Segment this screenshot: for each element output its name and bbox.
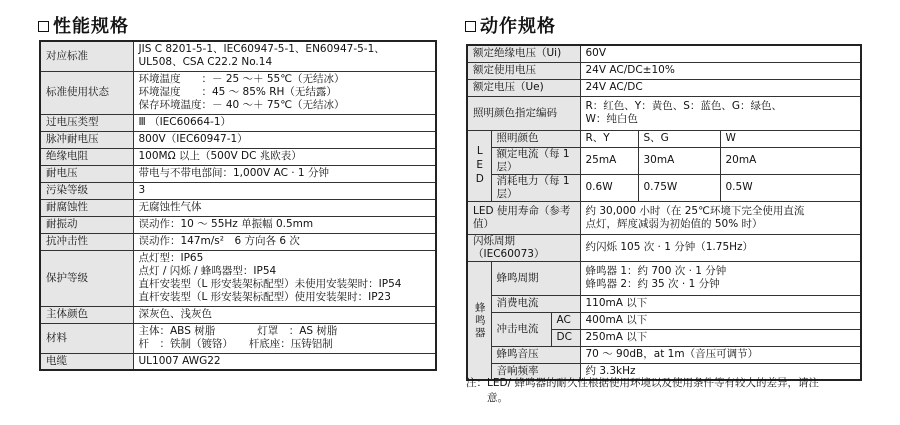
spec-value-line: UL1007 AWG22 (138, 354, 221, 367)
spec-value: 蜂鸣器 1：约 700 次 · 1 分钟 蜂鸣器 2：约 35 次 · 1 分钟 (580, 261, 861, 295)
spec-value-line: 800V（IEC60947-1） (138, 133, 248, 145)
table-row (40, 323, 436, 353)
spec-value-line: 点灯型：IP65 (138, 252, 204, 264)
spec-label: 耐电压 (40, 165, 133, 182)
spec-value (133, 41, 436, 71)
spec-label: 额定电流（每 1 层） (491, 147, 580, 174)
spec-label: 保护等级 (40, 250, 133, 306)
spec-label: 冲击电流 (491, 312, 551, 346)
table-row (40, 71, 436, 114)
performance-spec-table (39, 40, 437, 371)
spec-sublabel: DC (551, 329, 580, 346)
performance-spec-title: 性能规格 (38, 12, 129, 38)
table-row (40, 306, 436, 323)
table-row (467, 295, 861, 312)
spec-value (133, 353, 436, 370)
spec-value-line: 杆 ：铁制（镀铬） 杆底座：压铸铝制 (138, 338, 333, 350)
spec-value-line: 深灰色、浅灰色 (138, 308, 212, 320)
operation-spec-title: 动作规格 (465, 12, 556, 38)
table-row (467, 79, 861, 96)
spec-value: 25mA (580, 147, 638, 174)
spec-value-line: 100MΩ 以上（500V DC 兆欧表） (138, 150, 302, 162)
table-row (467, 62, 861, 79)
spec-value-line: 环境温度 ：－ 25 ～＋ 55℃（无结冰） (138, 73, 345, 85)
spec-value: 30mA (638, 147, 720, 174)
table-row (467, 234, 861, 261)
spec-label: 绝缘电阻 (40, 148, 133, 165)
spec-value: 70 ～ 90dB，at 1m（音压可调节） (580, 346, 861, 363)
spec-value: 约 3.3kHz (580, 363, 861, 380)
spec-value (133, 114, 436, 131)
table-row (40, 199, 436, 216)
table-row (467, 201, 861, 234)
table-row (467, 174, 861, 201)
spec-value-line: 无腐蚀性气体 (138, 201, 202, 213)
spec-value: 0.75W (638, 174, 720, 201)
spec-label: 照明颜色 (491, 130, 580, 147)
operation-spec-table (466, 44, 862, 381)
table-row (467, 346, 861, 363)
spec-label: 脉冲耐电压 (40, 131, 133, 148)
spec-value (133, 148, 436, 165)
spec-label: 照明颜色指定编码 (467, 96, 580, 130)
spec-label: 额定绝缘电压（Ui) (467, 45, 580, 62)
table-row (40, 41, 436, 71)
spec-value (133, 199, 436, 216)
spec-value: 110mA 以下 (580, 295, 861, 312)
spec-value (133, 233, 436, 250)
spec-value-line: 3 (138, 184, 146, 196)
spec-label: 污染等级 (40, 182, 133, 199)
led-group-label: LED (467, 130, 491, 201)
table-row (40, 216, 436, 233)
spec-label: 音响频率 (491, 363, 580, 380)
table-row (467, 261, 861, 295)
table-row (40, 148, 436, 165)
spec-value-line: 主体：ABS 树脂 灯罩 ：AS 树脂 (138, 325, 338, 337)
spec-value-line: 误动作：10 ～ 55Hz 单振幅 0.5mm (138, 218, 314, 230)
table-row (467, 130, 861, 147)
table-row (40, 165, 436, 182)
spec-label: LED 使用寿命（参考值） (467, 201, 580, 234)
buzzer-group-label: 蜂鸣器 (467, 261, 491, 380)
spec-value: 0.6W (580, 174, 638, 201)
table-row (40, 131, 436, 148)
spec-value (133, 131, 436, 148)
table-row (40, 233, 436, 250)
spec-value: R：红色、Y：黄色、S：蓝色、G：绿色、 W：纯白色 (580, 96, 861, 130)
spec-value-line: 带电与不带电部间：1,000V AC · 1 分钟 (138, 167, 329, 179)
spec-label: 材料 (40, 323, 133, 353)
spec-value-line: 环境湿度 ：45 ～ 85% RH（无结露） (138, 86, 337, 98)
table-row (467, 312, 861, 329)
spec-value: R、Y (580, 130, 638, 147)
spec-value-line: 保存环境温度：－ 40 ～＋ 75℃（无结冰） (138, 99, 345, 111)
spec-value-line: JIS C 8201-5-1、IEC60947-5-1、EN60947-5-1、 (138, 43, 385, 56)
spec-label: 闪烁周期（IEC60073） (467, 234, 580, 261)
table-row (40, 353, 436, 370)
footnote: 注：LED/ 蜂鸣器的耐久性根据使用环境以及使用条件等有较大的差异，请注 意。 (466, 377, 819, 404)
spec-label: 过电压类型 (40, 114, 133, 131)
spec-value-line: Ⅲ （IEC60664-1） (138, 116, 232, 128)
table-row (467, 96, 861, 130)
spec-label: 电缆 (40, 353, 133, 370)
table-row (40, 114, 436, 131)
spec-value (133, 165, 436, 182)
spec-value-line: 直杆安装型（L 形安装架标配型）未使用安装架时：IP54 (138, 278, 402, 290)
table-row (40, 182, 436, 199)
spec-value: 250mA 以下 (580, 329, 861, 346)
spec-value-line: UL508、CSA C22.2 No.14 (138, 56, 273, 69)
spec-value (133, 250, 436, 306)
spec-value (133, 323, 436, 353)
spec-label: 额定电压（Ue) (467, 79, 580, 96)
spec-value: 60V (580, 45, 861, 62)
spec-label: 蜂鸣周期 (491, 261, 580, 295)
spec-label: 额定使用电压 (467, 62, 580, 79)
spec-value: 0.5W (720, 174, 861, 201)
spec-value: 24V AC/DC (580, 79, 861, 96)
spec-label: 抗冲击性 (40, 233, 133, 250)
spec-value: 400mA 以下 (580, 312, 861, 329)
square-bullet-icon (38, 21, 49, 32)
spec-sublabel: AC (551, 312, 580, 329)
table-row (467, 147, 861, 174)
table-row (40, 250, 436, 306)
spec-value: 约 30,000 小时（在 25℃环境下完全使用直流 点灯，辉度减弱为初始值的 50% 时） (580, 201, 861, 234)
spec-value-line: 点灯 / 闪烁 / 蜂鸣器型：IP54 (138, 265, 277, 277)
table-row (467, 45, 861, 62)
spec-label: 对应标准 (40, 41, 133, 71)
spec-value: W (720, 130, 861, 147)
spec-value (133, 182, 436, 199)
spec-value: 约闪烁 105 次 · 1 分钟（1.75Hz） (580, 234, 861, 261)
spec-value (133, 71, 436, 114)
spec-value-line: 误动作：147m/s² 6 方向各 6 次 (138, 235, 300, 247)
spec-value: 20mA (720, 147, 861, 174)
spec-label: 消费电流 (491, 295, 580, 312)
spec-value (133, 306, 436, 323)
spec-label: 蜂鸣音压 (491, 346, 580, 363)
spec-label: 消耗电力（每 1 层） (491, 174, 580, 201)
spec-label: 标准使用状态 (40, 71, 133, 114)
spec-value (133, 216, 436, 233)
spec-label: 耐腐蚀性 (40, 199, 133, 216)
spec-label: 耐振动 (40, 216, 133, 233)
spec-value: S、G (638, 130, 720, 147)
spec-value: 24V AC/DC±10% (580, 62, 861, 79)
spec-label: 主体颜色 (40, 306, 133, 323)
spec-value-line: 直杆安装型（L 形安装架标配型）使用安装架时：IP23 (138, 291, 391, 303)
square-bullet-icon (465, 21, 476, 32)
